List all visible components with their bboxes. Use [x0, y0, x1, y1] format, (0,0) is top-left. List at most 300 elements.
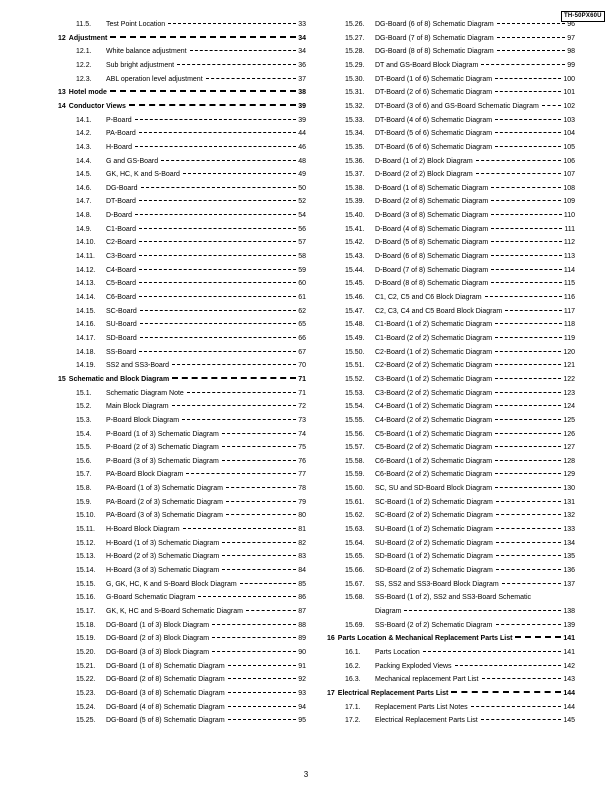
toc-leader-line [491, 214, 562, 215]
toc-subsection-entry[interactable] [327, 197, 575, 207]
toc-entry-number: 14.13. [76, 280, 96, 288]
toc-entry-number: 15.54. [345, 403, 365, 411]
toc-entry-title: C4-Board (1 of 2) Schematic Diagram [375, 403, 493, 411]
toc-subsection-entry[interactable] [58, 225, 306, 235]
toc-entry-title: H-Board (2 of 3) Schematic Diagram [106, 553, 220, 561]
toc-subsection-entry[interactable] [327, 88, 575, 98]
toc-entry-number: 15.13. [76, 553, 96, 561]
toc-subsection-entry[interactable] [58, 443, 306, 453]
toc-leader-line [139, 282, 296, 283]
toc-subsection-entry[interactable] [327, 525, 575, 535]
toc-entry-title: D-Board (2 of 8) Schematic Diagram [375, 198, 489, 206]
toc-entry-number: 15.9. [76, 498, 92, 506]
toc-entry-page: 138 [563, 607, 575, 615]
toc-leader-line [495, 337, 562, 338]
toc-entry-page: 56 [298, 225, 306, 233]
toc-entry-number: 14 [58, 102, 66, 110]
toc-entry-number: 15.32. [345, 102, 365, 110]
toc-leader-line [222, 460, 296, 461]
toc-subsection-entry[interactable] [58, 498, 306, 508]
toc-subsection-entry[interactable] [58, 430, 306, 440]
toc-leader-line [495, 146, 561, 147]
toc-entry-page: 145 [563, 717, 575, 725]
toc-entry-number: 15.31. [345, 89, 365, 97]
toc-entry-number: 15.64. [345, 539, 365, 547]
toc-subsection-entry[interactable] [327, 20, 575, 30]
toc-entry-title: SU-Board [106, 321, 137, 329]
toc-subsection-entry[interactable] [327, 484, 575, 494]
toc-entry-page: 78 [298, 485, 306, 493]
toc-subsection-entry[interactable] [58, 566, 306, 576]
toc-entry-number: 15.21. [76, 662, 96, 670]
toc-subsection-entry[interactable] [327, 116, 575, 126]
toc-leader-line [495, 323, 562, 324]
toc-leader-line [212, 651, 296, 652]
toc-subsection-entry[interactable] [58, 552, 306, 562]
toc-subsection-entry[interactable] [58, 416, 306, 426]
toc-entry-title: ABL operation level adjustment [106, 75, 203, 83]
toc-subsection-entry[interactable] [327, 34, 575, 44]
toc-subsection-entry[interactable] [58, 143, 306, 153]
toc-subsection-entry[interactable] [58, 361, 306, 371]
toc-leader-line [496, 528, 561, 529]
toc-entry-title: D-Board [106, 212, 133, 220]
toc-subsection-entry[interactable] [327, 75, 575, 85]
toc-entry-number: 15.52. [345, 375, 365, 383]
toc-section-entry[interactable] [58, 102, 306, 112]
toc-section-entry[interactable] [58, 88, 306, 98]
toc-subsection-entry[interactable] [327, 457, 575, 467]
toc-entry-page: 81 [298, 526, 306, 534]
toc-leader-line [177, 64, 296, 65]
toc-leader-line [140, 323, 296, 324]
toc-entry-page: 92 [298, 676, 306, 684]
toc-leader-line [496, 624, 562, 625]
toc-entry-number: 15.11. [76, 526, 95, 534]
toc-entry-title: H-Board Block Diagram [106, 526, 180, 534]
toc-subsection-entry[interactable] [58, 307, 306, 317]
toc-entry-page: 110 [563, 212, 575, 220]
toc-entry-number: 15.18. [76, 621, 96, 629]
toc-entry-title: D-Board (8 of 8) Schematic Diagram [375, 280, 489, 288]
toc-section-entry[interactable] [327, 689, 575, 699]
toc-entry-page: 46 [298, 143, 306, 151]
toc-subsection-entry[interactable] [327, 320, 575, 330]
toc-entry-title: DG-Board (3 of 3) Block Diagram [106, 648, 210, 656]
toc-entry-number: 16.1. [345, 648, 361, 656]
toc-entry-title: C1-Board (1 of 2) Schematic Diagram [375, 321, 493, 329]
toc-leader-line [496, 542, 561, 543]
toc-entry-number: 15.24. [76, 703, 96, 711]
toc-subsection-entry[interactable] [327, 157, 575, 167]
toc-entry-title: Diagram [375, 607, 402, 615]
toc-leader-line [495, 91, 561, 92]
toc-subsection-entry[interactable] [58, 334, 306, 344]
toc-subsection-entry[interactable] [327, 662, 575, 672]
toc-entry-title: PA-Board (3 of 3) Schematic Diagram [106, 512, 223, 520]
toc-entry-title: P-Board (2 of 3) Schematic Diagram [106, 444, 219, 452]
toc-subsection-entry[interactable] [327, 402, 575, 412]
toc-subsection-entry[interactable] [58, 211, 306, 221]
toc-subsection-entry[interactable] [58, 170, 306, 180]
toc-entry-number: 15.58. [345, 457, 365, 465]
toc-leader-line [140, 337, 296, 338]
toc-subsection-entry[interactable] [58, 593, 306, 603]
toc-entry-number: 11.5. [76, 21, 92, 28]
toc-subsection-entry[interactable] [58, 621, 306, 631]
toc-subsection-entry[interactable] [327, 621, 575, 631]
toc-subsection-entry[interactable] [58, 525, 306, 535]
toc-subsection-entry[interactable] [58, 252, 306, 262]
toc-subsection-entry[interactable] [327, 675, 575, 685]
toc-entry-title: SC-Board (2 of 2) Schematic Diagram [375, 512, 493, 520]
toc-subsection-entry[interactable] [327, 648, 575, 658]
toc-entry-number: 15.46. [345, 294, 365, 301]
toc-entry-page: 121 [563, 362, 575, 370]
toc-subsection-entry[interactable] [327, 102, 575, 112]
toc-entry-title: C2-Board (1 of 2) Schematic Diagram [375, 348, 493, 356]
toc-entry-page: 119 [563, 334, 575, 342]
toc-leader-line [135, 214, 296, 215]
toc-entry-page: 94 [298, 703, 306, 711]
toc-entry-number: 12.1. [76, 48, 92, 56]
toc-entry-page: 70 [298, 362, 306, 370]
toc-subsection-entry[interactable] [58, 129, 306, 139]
toc-subsection-entry[interactable] [327, 389, 575, 399]
toc-entry-page: 59 [298, 266, 306, 274]
toc-entry-number: 15.17. [76, 607, 96, 615]
toc-leader-line [206, 78, 297, 79]
toc-subsection-entry[interactable] [58, 75, 306, 85]
toc-entry-title: D-Board (7 of 8) Schematic Diagram [375, 266, 489, 274]
toc-entry-page: 104 [563, 130, 575, 138]
toc-subsection-entry[interactable] [58, 457, 306, 467]
toc-entry-page: 105 [563, 143, 575, 151]
toc-subsection-entry[interactable] [327, 607, 575, 617]
toc-leader-line [222, 433, 296, 434]
toc-entry-page: 134 [563, 539, 575, 547]
toc-leader-line [495, 351, 561, 352]
toc-leader-line [228, 719, 297, 720]
toc-subsection-entry[interactable] [327, 293, 575, 303]
toc-subsection-entry[interactable] [58, 484, 306, 494]
toc-subsection-entry[interactable] [327, 348, 575, 358]
toc-entry-page: 49 [298, 171, 306, 179]
toc-entry-title: PA-Board (2 of 3) Schematic Diagram [106, 498, 223, 506]
toc-entry-page: 144 [563, 689, 575, 697]
toc-entry-page: 83 [298, 553, 306, 561]
toc-entry-title: C4-Board (2 of 2) Schematic Diagram [375, 416, 493, 424]
toc-entry-title: Electrical Replacement Parts List [337, 689, 449, 697]
toc-subsection-entry[interactable] [327, 61, 575, 71]
toc-entry-number: 15.62. [345, 512, 365, 520]
toc-entry-page: 96 [567, 21, 575, 28]
toc-subsection-entry[interactable] [58, 266, 306, 276]
toc-subsection-entry[interactable] [327, 416, 575, 426]
toc-leader-line [491, 187, 561, 188]
toc-entry-number: 15.49. [345, 334, 365, 342]
toc-subsection-entry[interactable] [327, 143, 575, 153]
toc-entry-page: 101 [563, 89, 575, 97]
toc-subsection-entry[interactable] [327, 716, 575, 726]
toc-subsection-entry[interactable] [327, 375, 575, 385]
toc-subsection-entry[interactable] [58, 61, 306, 71]
toc-subsection-entry[interactable] [58, 539, 306, 549]
toc-entry-page: 89 [298, 635, 306, 643]
toc-entry-page: 71 [298, 389, 306, 397]
toc-entry-title: C1-Board [106, 225, 136, 233]
toc-entry-number: 14.12. [76, 266, 96, 274]
toc-leader-line [222, 446, 296, 447]
toc-leader-line [404, 610, 561, 611]
toc-entry-title: DG-Board (4 of 8) Schematic Diagram [106, 703, 225, 711]
toc-entry-number: 17 [327, 689, 335, 697]
toc-subsection-entry[interactable] [327, 266, 575, 276]
toc-entry-page: 129 [563, 471, 575, 479]
toc-subsection-entry[interactable] [327, 511, 575, 521]
toc-entry-number: 15.41. [345, 225, 365, 233]
toc-entry-number: 14.9. [76, 225, 92, 233]
toc-section-entry[interactable] [58, 34, 306, 44]
toc-subsection-entry[interactable] [58, 511, 306, 521]
toc-subsection-entry[interactable] [58, 238, 306, 248]
toc-entry-page: 88 [298, 621, 306, 629]
toc-leader-line [496, 501, 561, 502]
toc-subsection-entry[interactable] [327, 307, 575, 317]
toc-entry-number: 15.37. [345, 171, 365, 179]
toc-entry-number: 15.35. [345, 143, 365, 151]
toc-entry-number: 15.44. [345, 266, 365, 274]
toc-leader-line [495, 392, 561, 393]
toc-entry-number: 15.45. [345, 280, 365, 288]
toc-subsection-entry[interactable] [327, 238, 575, 248]
toc-leader-line [110, 36, 296, 38]
toc-entry-title: DG-Board (2 of 3) Block Diagram [106, 635, 210, 643]
toc-entry-title: White balance adjustment [106, 48, 187, 56]
toc-entry-title: SD-Board (2 of 2) Schematic Diagram [375, 567, 493, 574]
toc-subsection-entry[interactable] [58, 389, 306, 399]
toc-leader-line [495, 78, 561, 79]
toc-entry-number: 15.47. [345, 307, 365, 315]
toc-subsection-entry[interactable] [327, 252, 575, 262]
toc-subsection-entry[interactable] [327, 566, 575, 576]
toc-subsection-entry[interactable] [58, 47, 306, 57]
toc-subsection-entry[interactable] [58, 402, 306, 412]
toc-entry-title: C1-Board (2 of 2) Schematic Diagram [375, 334, 493, 342]
toc-entry-title: PA-Board Block Diagram [106, 471, 184, 479]
toc-entry-page: 122 [563, 375, 575, 383]
toc-entry-title: PA-Board [106, 130, 136, 138]
toc-section-entry[interactable] [58, 375, 306, 385]
toc-entry-page: 61 [298, 294, 306, 301]
toc-entry-number: 15.69. [345, 621, 365, 629]
toc-leader-line [502, 583, 562, 584]
toc-entry-title: DG-Board (1 of 3) Block Diagram [106, 621, 210, 629]
toc-entry-number: 15.33. [345, 116, 365, 124]
toc-entry-page: 95 [298, 717, 306, 725]
toc-subsection-entry[interactable] [58, 320, 306, 330]
toc-entry-number: 14.18. [76, 348, 96, 356]
toc-entry-number: 14.14. [76, 294, 96, 301]
toc-subsection-entry[interactable] [327, 279, 575, 289]
toc-leader-line [246, 610, 296, 611]
toc-entry-number: 15.30. [345, 75, 365, 83]
toc-leader-line [222, 542, 296, 543]
toc-entry-title: DG-Board (3 of 8) Schematic Diagram [106, 689, 225, 697]
toc-entry-number: 15.39. [345, 198, 365, 206]
toc-entry-page: 76 [298, 457, 306, 465]
toc-subsection-entry[interactable] [58, 470, 306, 480]
toc-subsection-entry[interactable] [58, 348, 306, 358]
toc-subsection-entry[interactable] [58, 703, 306, 713]
toc-entry-title: SS-Board [106, 348, 137, 356]
toc-subsection-entry[interactable] [58, 662, 306, 672]
toc-leader-line [240, 583, 296, 584]
toc-entry-number: 15.6. [76, 457, 92, 465]
toc-subsection-entry[interactable] [327, 170, 575, 180]
toc-leader-line [491, 228, 562, 229]
toc-entry-number: 15.68. [345, 594, 365, 602]
toc-subsection-entry[interactable] [58, 716, 306, 726]
toc-subsection-entry[interactable] [58, 184, 306, 194]
toc-entry-page: 100 [563, 75, 575, 83]
toc-subsection-entry[interactable] [327, 430, 575, 440]
toc-entry-title: GK, K, HC and S-Board Schematic Diagram [106, 607, 243, 615]
toc-subsection-entry[interactable] [58, 675, 306, 685]
toc-entry-page: 82 [298, 539, 306, 547]
toc-leader-line [496, 569, 561, 570]
toc-leader-line [495, 378, 561, 379]
toc-subsection-entry[interactable] [327, 47, 575, 57]
toc-entry-title: P-Board [106, 116, 132, 124]
toc-leader-line [139, 200, 296, 201]
toc-entry-title: DT-Board (2 of 6) Schematic Diagram [375, 89, 493, 97]
toc-entry-number: 15.5. [76, 444, 92, 452]
toc-entry-title: C6-Board [106, 294, 136, 301]
toc-entry-title: P-Board (3 of 3) Schematic Diagram [106, 457, 219, 465]
toc-subsection-entry[interactable] [327, 470, 575, 480]
toc-subsection-entry[interactable] [58, 648, 306, 658]
toc-subsection-entry[interactable] [327, 184, 575, 194]
toc-leader-line [491, 200, 561, 201]
toc-entry-title: G-Board Schematic Diagram [106, 594, 196, 602]
toc-leader-line [495, 119, 561, 120]
toc-entry-page: 86 [298, 594, 306, 602]
toc-entry-number: 14.19. [76, 362, 96, 370]
toc-entry-title: SS, SS2 and SS3-Board Block Diagram [375, 580, 499, 588]
toc-leader-line [495, 364, 561, 365]
toc-entry-title: D-Board (1 of 8) Schematic Diagram [375, 184, 489, 192]
toc-entry-page: 74 [298, 430, 306, 438]
toc-leader-line [228, 706, 297, 707]
toc-entry-title: DT-Board (1 of 6) Schematic Diagram [375, 75, 493, 83]
toc-entry-page: 98 [567, 48, 575, 56]
toc-entry-page: 39 [298, 116, 306, 124]
toc-entry-page: 142 [563, 662, 575, 670]
toc-subsection-entry[interactable] [327, 443, 575, 453]
toc-entry-title: SC-Board (1 of 2) Schematic Diagram [375, 498, 493, 506]
toc-entry-page: 133 [563, 526, 575, 534]
toc-entry-page: 87 [298, 607, 306, 615]
toc-entry-page: 84 [298, 567, 306, 574]
toc-entry-title: C3-Board (2 of 2) Schematic Diagram [375, 389, 493, 397]
toc-leader-line [139, 241, 296, 242]
toc-subsection-entry[interactable] [58, 634, 306, 644]
toc-leader-line [226, 501, 296, 502]
toc-entry-number: 15.4. [76, 430, 92, 438]
toc-subsection-entry[interactable] [327, 498, 575, 508]
toc-subsection-entry[interactable] [327, 129, 575, 139]
toc-entry-title: D-Board (2 of 2) Block Diagram [375, 171, 473, 179]
toc-entry-title: Packing Exploded Views [375, 662, 452, 670]
toc-subsection-entry[interactable] [58, 157, 306, 167]
toc-subsection-entry[interactable] [58, 20, 306, 30]
toc-entry-page: 73 [298, 416, 306, 424]
toc-entry-page: 144 [563, 703, 575, 711]
toc-subsection-entry[interactable] [58, 116, 306, 126]
toc-entry-title: SU-Board (2 of 2) Schematic Diagram [375, 539, 493, 547]
toc-leader-line [496, 555, 561, 556]
toc-entry-title: C2-Board (2 of 2) Schematic Diagram [375, 362, 493, 370]
toc-subsection-entry[interactable] [327, 552, 575, 562]
toc-entry-title: DT-Board (6 of 6) Schematic Diagram [375, 143, 493, 151]
toc-entry-title: Schematic and Block Diagram [68, 375, 170, 383]
toc-subsection-entry[interactable] [58, 197, 306, 207]
toc-leader-line [141, 187, 297, 188]
toc-entry-page: 115 [563, 280, 575, 288]
toc-subsection-entry[interactable] [327, 539, 575, 549]
toc-subsection-entry[interactable] [327, 361, 575, 371]
toc-entry-title: D-Board (6 of 8) Schematic Diagram [375, 253, 489, 261]
toc-subsection-entry[interactable] [58, 689, 306, 699]
toc-subsection-entry[interactable] [327, 334, 575, 344]
toc-leader-line [186, 473, 296, 474]
toc-leader-line [212, 624, 296, 625]
toc-entry-number: 15.10. [76, 512, 96, 520]
toc-entry-number: 15.3. [76, 416, 92, 424]
toc-entry-number: 15.2. [76, 403, 92, 411]
toc-entry-number: 15.1. [76, 389, 92, 397]
toc-entry-page: 117 [563, 307, 575, 315]
toc-subsection-entry[interactable] [327, 593, 575, 603]
toc-entry-page: 71 [298, 375, 306, 383]
toc-entry-page: 48 [298, 157, 306, 165]
toc-entry-page: 80 [298, 512, 306, 520]
toc-subsection-entry[interactable] [327, 225, 575, 235]
toc-leader-line [491, 241, 562, 242]
toc-entry-number: 17.1. [345, 703, 361, 711]
toc-subsection-entry[interactable] [58, 580, 306, 590]
toc-section-entry[interactable] [327, 634, 575, 644]
toc-subsection-entry[interactable] [327, 703, 575, 713]
toc-entry-title: DG-Board (2 of 8) Schematic Diagram [106, 676, 225, 684]
toc-entry-number: 16.2. [345, 662, 361, 670]
toc-subsection-entry[interactable] [58, 279, 306, 289]
toc-entry-number: 15.48. [345, 321, 365, 329]
toc-subsection-entry[interactable] [327, 580, 575, 590]
toc-entry-number: 15.29. [345, 61, 365, 69]
toc-subsection-entry[interactable] [58, 607, 306, 617]
toc-entry-title: Hotel mode [68, 89, 107, 97]
toc-entry-page: 137 [563, 580, 575, 588]
toc-subsection-entry[interactable] [58, 293, 306, 303]
toc-leader-line [228, 692, 297, 693]
toc-entry-number: 13 [58, 89, 66, 97]
toc-entry-title: DG-Board (5 of 8) Schematic Diagram [106, 717, 225, 725]
toc-entry-number: 15.14. [76, 567, 96, 574]
toc-leader-line [451, 691, 561, 693]
toc-subsection-entry[interactable] [327, 211, 575, 221]
